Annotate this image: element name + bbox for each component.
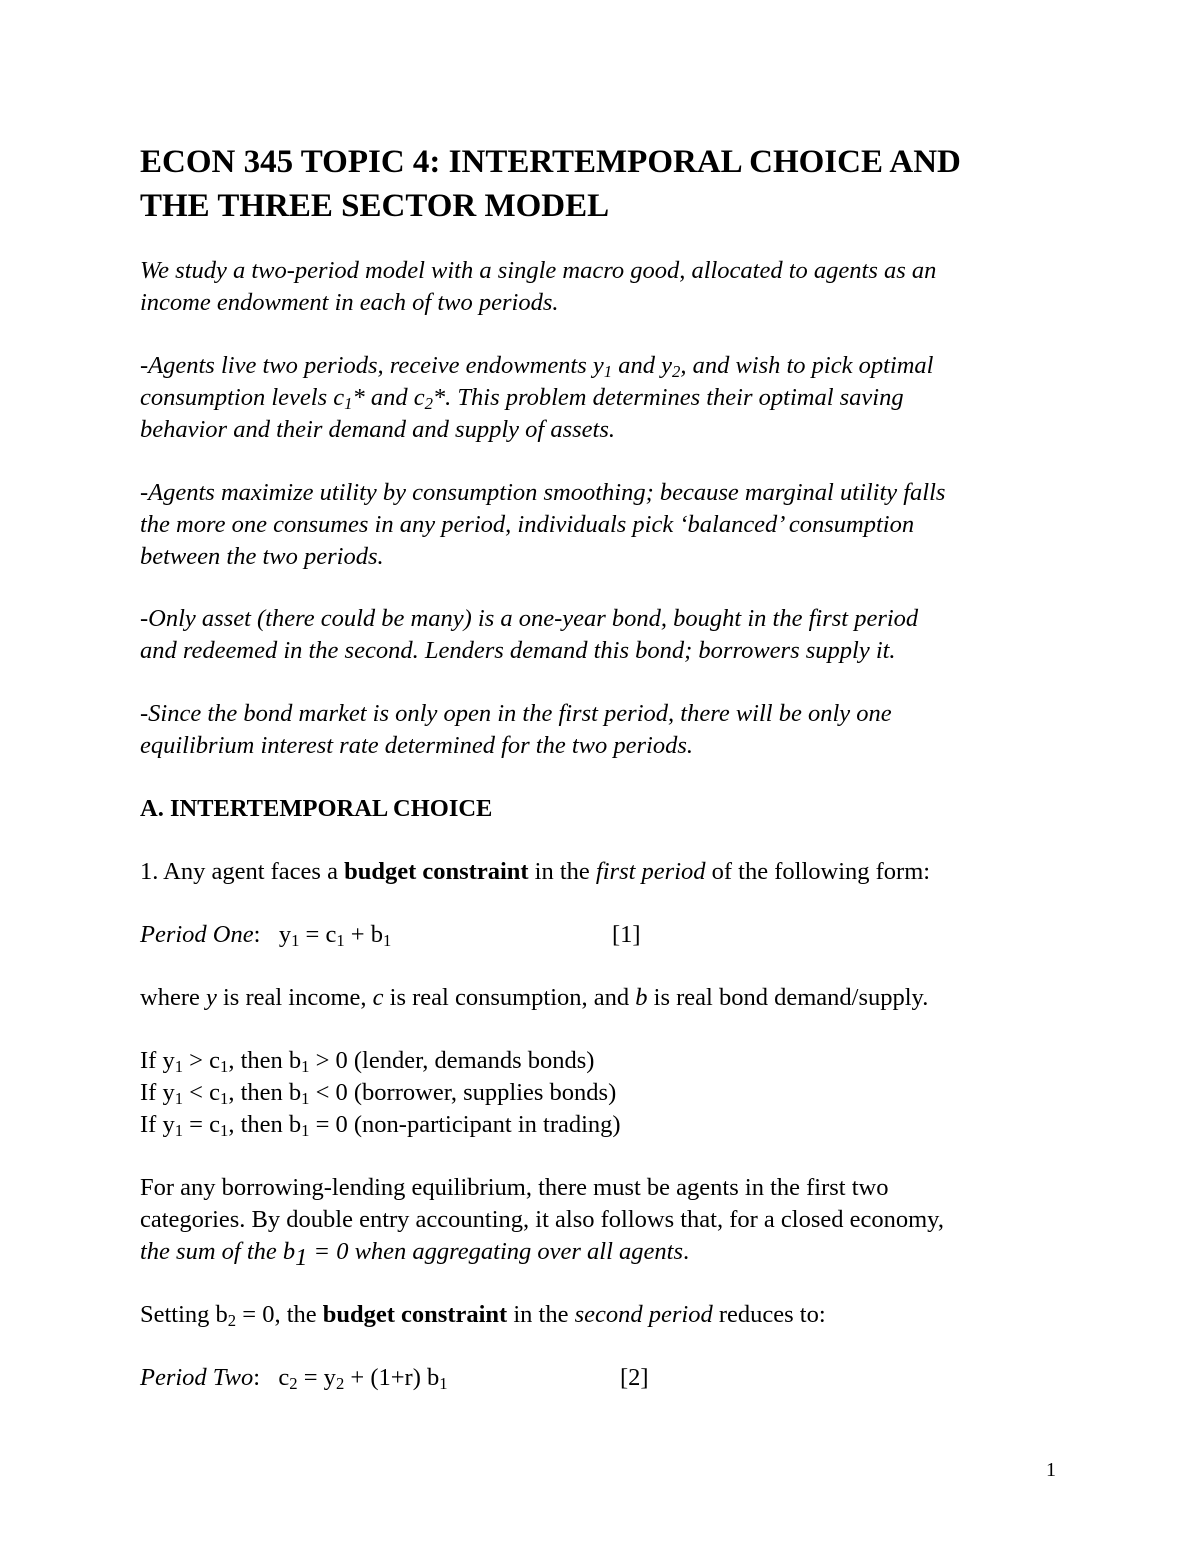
para-smoothing-line-3: between the two periods. [140, 543, 384, 570]
intro-line-2: income endowment in each of two periods. [140, 289, 559, 316]
page-number: 1 [1046, 1459, 1056, 1481]
para-agents-line-2: consumption levels $c_1*$ and $c_2*$. This problem determines their optimal saving [140, 384, 904, 414]
equilibrium-line-1: For any borrowing-lending equilibrium, there must be agents in the first two [140, 1174, 889, 1201]
para-asset-line-1: -Only asset (there could be many) is a one-year bond, bought in the first period [140, 605, 919, 632]
equilibrium-line-2: categories. By double entry accounting, it also follows that, for a closed economy, [140, 1206, 944, 1233]
setting-sentence: Setting $b_2 = 0$, the budget constraint in the second period reduces to: [140, 1301, 826, 1331]
intro-line-1: We study a two-period model with a single macro good, allocated to agents as an [140, 257, 937, 284]
para-agents-line-3: behavior and their demand and supply of assets. [140, 416, 615, 443]
page-title-line-2: THE THREE SECTOR MODEL [140, 188, 610, 224]
equilibrium-line-3: the sum of the $b_1 = 0$ when aggregating over all agents. [140, 1238, 690, 1272]
para-agents-line-1: -Agents live two periods, receive endowments $y_1$ and $y_2$, and wish to pick optimal [140, 352, 934, 382]
item-1-text: 1. Any agent faces a budget constraint in the first period of the following form: [140, 858, 931, 885]
equation-1: Period One: $y_1 = c_1 + b_1$ [140, 921, 392, 951]
case-non-participant: If $y_1 = c_1$, then $b_1 = 0$ (non-participant in trading) [140, 1111, 621, 1141]
equation-2: Period Two: $c_2 = y_2 + (1+r)$ $b_1$ [140, 1364, 448, 1394]
equation-1-tag: [1] [612, 921, 641, 948]
para-bond-market-line-1: -Since the bond market is only open in the first period, there will be only one [140, 700, 892, 727]
para-smoothing-line-1: -Agents maximize utility by consumption smoothing; because marginal utility falls [140, 479, 946, 506]
para-bond-market-line-2: equilibrium interest rate determined for the two periods. [140, 732, 694, 759]
page-title-line-1: ECON 345 TOPIC 4: INTERTEMPORAL CHOICE AND [140, 144, 961, 180]
section-heading: A. INTERTEMPORAL CHOICE [140, 795, 493, 822]
equation-2-tag: [2] [620, 1364, 649, 1391]
case-borrower: If $y_1 < c_1$, then $b_1 < 0$ (borrower, supplies bonds) [140, 1079, 617, 1109]
para-smoothing-line-2: the more one consumes in any period, individuals pick ‘balanced’ consumption [140, 511, 915, 538]
case-lender: If $y_1 > c_1$, then $b_1 > 0$ (lender, demands bonds) [140, 1047, 595, 1077]
where-definitions: where y is real income, c is real consumption, and b is real bond demand/supply. [140, 984, 929, 1011]
para-asset-line-2: and redeemed in the second. Lenders demand this bond; borrowers supply it. [140, 637, 896, 664]
